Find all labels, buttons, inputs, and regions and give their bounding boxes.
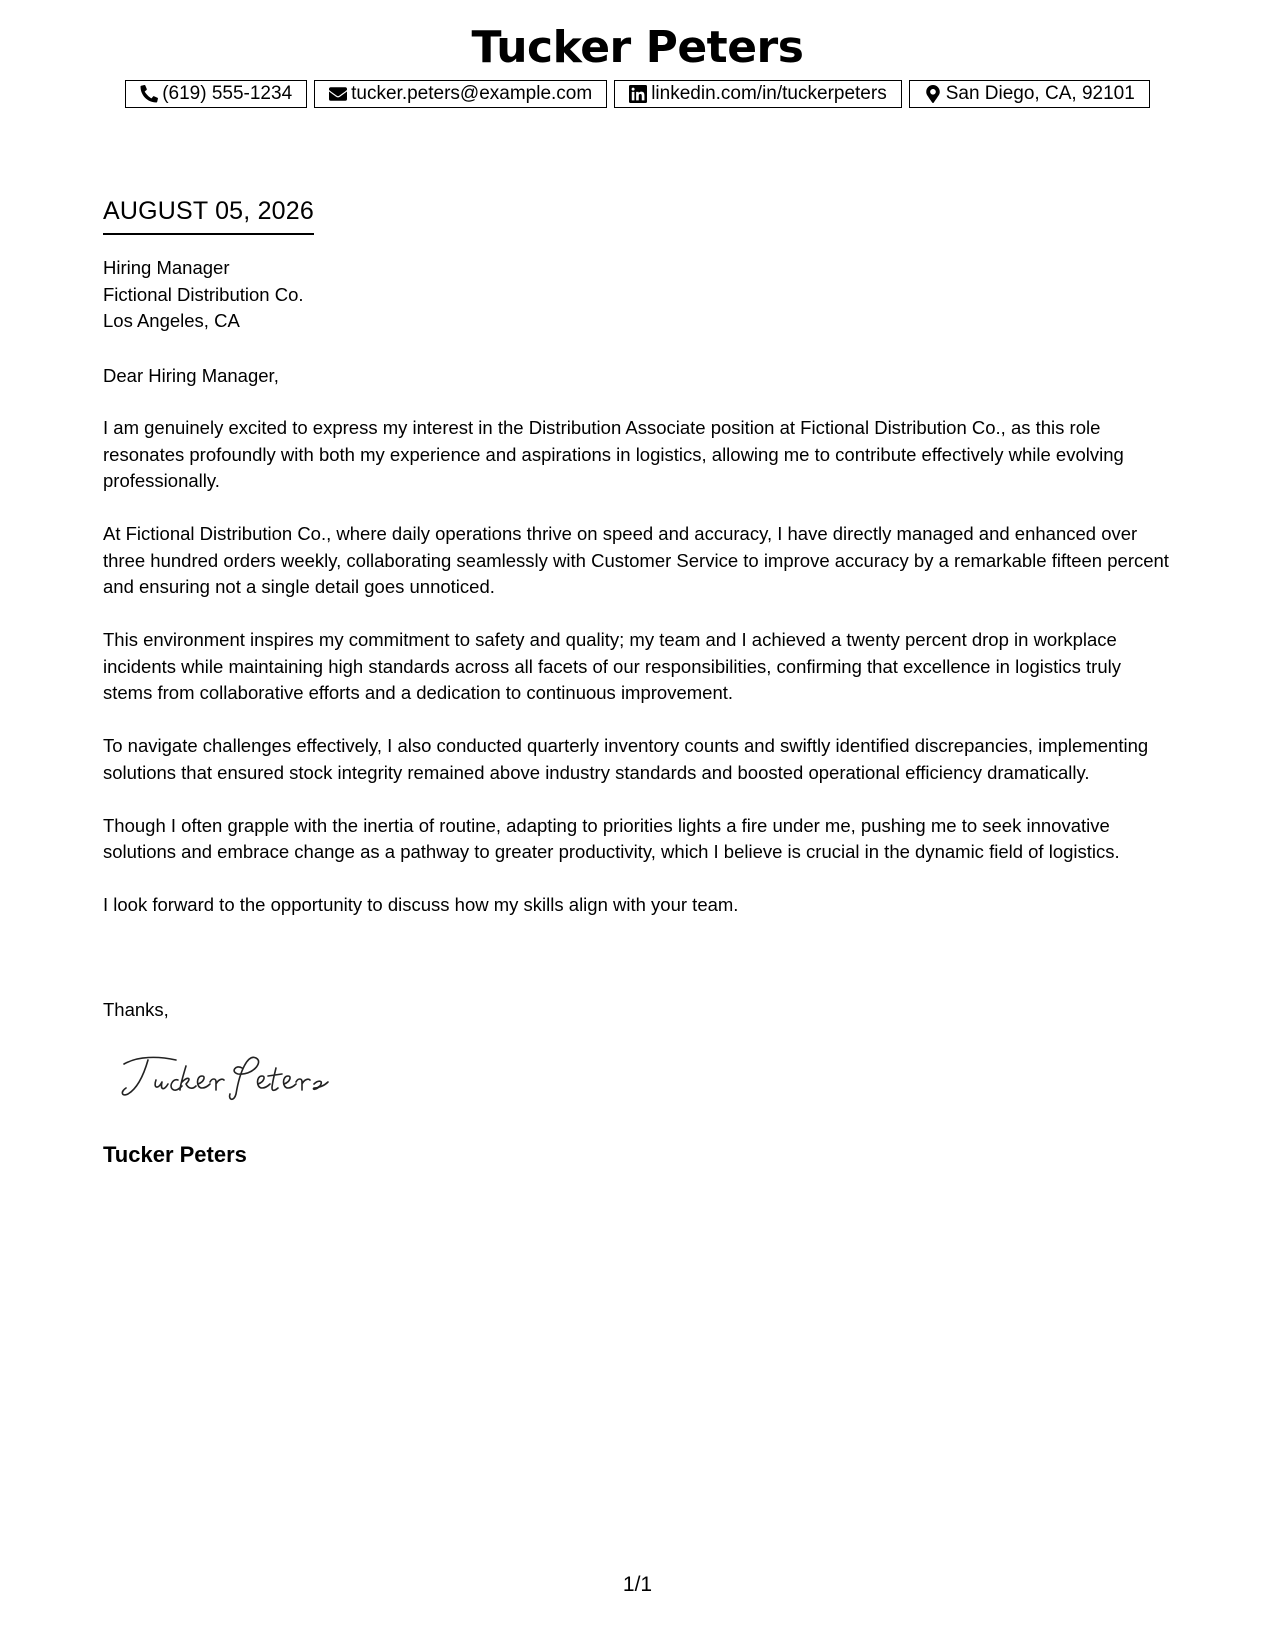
recipient-location: Los Angeles, CA [103, 310, 240, 331]
contact-bar [0, 80, 1275, 108]
closing: Thanks, [103, 999, 169, 1020]
recipient-block [103, 255, 1173, 335]
recipient-company: Fictional Distribution Co. [103, 283, 304, 305]
applicant-name: Tucker Peters [471, 22, 804, 73]
contact-location [909, 80, 1150, 108]
envelope-icon [329, 85, 347, 103]
signer-name: Tucker Peters [103, 1142, 247, 1167]
body-paragraph: At Fictional Distribution Co., where daily operations thrive on speed and accuracy, I have directly managed and enhanced over three hundred orders weekly, collaborating seamlessly with Customer Service to improve accuracy by a remarkable fifteen percent and ensuring not a single detail goes unnoticed. [103, 523, 1169, 597]
contact-location-text: San Diego, CA, 92101 [945, 83, 1135, 104]
contact-linkedin[interactable] [614, 80, 902, 108]
contact-email-text: tucker.peters@example.com [351, 83, 593, 104]
contact-phone-text: (619) 555-1234 [162, 83, 293, 104]
map-marker-icon [924, 85, 942, 103]
body-paragraph: This environment inspires my commitment to safety and quality; my team and I achieved a twenty percent drop in workplace incidents while maintaining high standards across all facets of our responsibilities, confirming that excellence in logistics truly stems from collaborative efforts and a dedication to continuous improvement. [103, 629, 1121, 703]
letter-date [103, 195, 314, 235]
salutation: Dear Hiring Manager, [103, 365, 279, 386]
letter-date-text: AUGUST 05, 2026 [103, 195, 314, 235]
letter-body [103, 415, 1173, 945]
body-paragraph: I am genuinely excited to express my interest in the Distribution Associate position at Fictional Distribution Co., as this role resonates profoundly with both my experience and aspirations in logistics, allowing me to contribute effectively while evolving professionally. [103, 417, 1124, 491]
linkedin-icon [629, 85, 647, 103]
contact-phone [125, 80, 307, 108]
recipient-title: Hiring Manager [103, 257, 230, 278]
body-paragraph: I look forward to the opportunity to discuss how my skills align with your team. [103, 894, 739, 915]
phone-icon [140, 85, 158, 103]
body-paragraph: Though I often grapple with the inertia of routine, adapting to priorities lights a fire under me, pushing me to seek innovative solutions and embrace change as a pathway to greater productivity, which I believe is crucial in the dynamic field of logistics. [103, 814, 1120, 862]
contact-linkedin-text: linkedin.com/in/tuckerpeters [651, 83, 887, 104]
page-number: 1/1 [622, 1573, 653, 1596]
handwritten-signature [118, 1050, 348, 1110]
contact-email[interactable] [314, 80, 607, 108]
body-paragraph: To navigate challenges effectively, I also conducted quarterly inventory counts and swiftly identified discrepancies, implementing solutions that ensured stock integrity remained above industry standards and boosted operational efficiency dramatically. [103, 735, 1149, 783]
